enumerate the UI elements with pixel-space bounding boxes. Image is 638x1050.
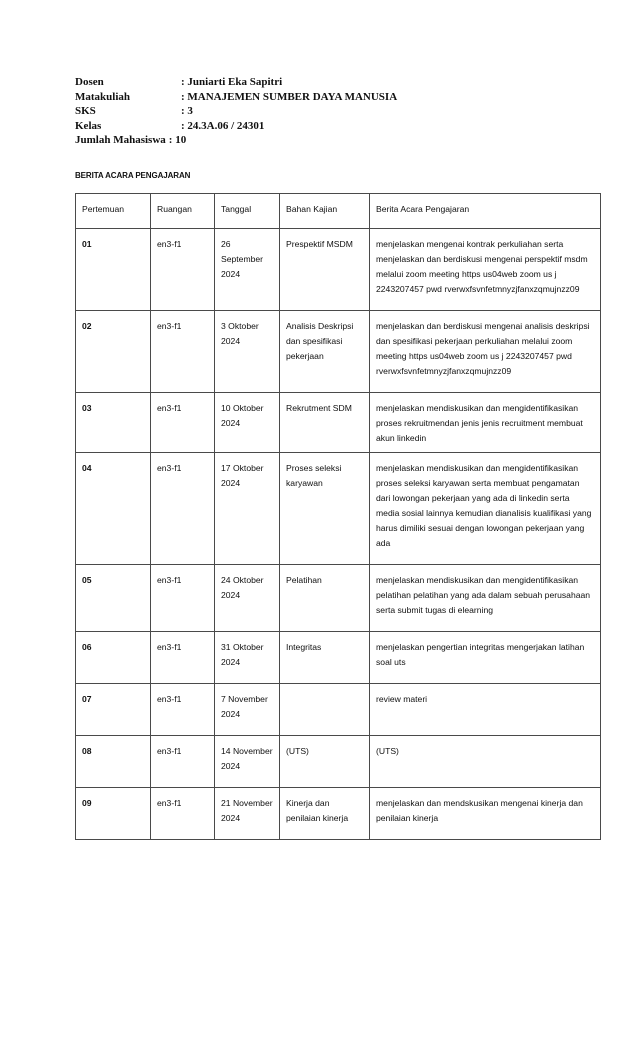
cell-ruangan: en3-f1 <box>151 229 215 311</box>
cell-ruangan: en3-f1 <box>151 393 215 453</box>
cell-tanggal: 14 November 2024 <box>215 736 280 788</box>
cell-bahan-kajian <box>280 684 370 736</box>
cell-berita-acara: review materi <box>370 684 601 736</box>
cell-tanggal: 3 Oktober 2024 <box>215 311 280 393</box>
cell-ruangan: en3-f1 <box>151 632 215 684</box>
teaching-report-table <box>75 193 601 840</box>
cell-pertemuan: 09 <box>76 788 151 840</box>
cell-tanggal: 24 Oktober 2024 <box>215 565 280 632</box>
kelas-row <box>75 119 397 134</box>
table-header-row <box>76 194 601 229</box>
cell-ruangan: en3-f1 <box>151 311 215 393</box>
cell-bahan-kajian: Prespektif MSDM <box>280 229 370 311</box>
table-row <box>76 393 601 453</box>
cell-berita-acara: menjelaskan dan mendskusikan mengenai kinerja dan penilaian kinerja <box>370 788 601 840</box>
column-header-tanggal: Tanggal <box>215 194 280 229</box>
cell-ruangan: en3-f1 <box>151 736 215 788</box>
cell-berita-acara: (UTS) <box>370 736 601 788</box>
table-row <box>76 736 601 788</box>
dosen-row <box>75 75 397 90</box>
cell-bahan-kajian: Proses seleksi karyawan <box>280 453 370 565</box>
cell-pertemuan: 02 <box>76 311 151 393</box>
cell-ruangan: en3-f1 <box>151 788 215 840</box>
cell-pertemuan: 03 <box>76 393 151 453</box>
cell-berita-acara: menjelaskan mendiskusikan dan mengidentifikasikan pelatihan pelatihan yang ada dalam sebuah perusahaan serta submit tugas di elearning <box>370 565 601 632</box>
dosen-value: : Juniarti Eka Sapitri <box>181 76 283 88</box>
cell-bahan-kajian: Kinerja dan penilaian kinerja <box>280 788 370 840</box>
cell-pertemuan: 01 <box>76 229 151 311</box>
cell-bahan-kajian: Analisis Deskripsi dan spesifikasi pekerjaan <box>280 311 370 393</box>
cell-pertemuan: 04 <box>76 453 151 565</box>
column-header-berita-acara: Berita Acara Pengajaran <box>370 194 601 229</box>
cell-pertemuan: 05 <box>76 565 151 632</box>
cell-ruangan: en3-f1 <box>151 565 215 632</box>
jumlah-label: Jumlah Mahasiswa <box>75 134 166 147</box>
cell-pertemuan: 06 <box>76 632 151 684</box>
jumlah-row <box>75 133 397 148</box>
cell-berita-acara: menjelaskan pengertian integritas mengerjakan latihan soal uts <box>370 632 601 684</box>
table-row <box>76 311 601 393</box>
matakuliah-label: Matakuliah <box>75 90 131 103</box>
table-row <box>76 565 601 632</box>
dosen-label: Dosen <box>75 76 104 88</box>
cell-pertemuan: 07 <box>76 684 151 736</box>
cell-bahan-kajian: Rekrutment SDM <box>280 393 370 453</box>
sks-label: SKS <box>75 105 96 118</box>
kelas-label: Kelas <box>75 119 102 132</box>
column-header-pertemuan: Pertemuan <box>76 194 151 229</box>
cell-bahan-kajian: (UTS) <box>280 736 370 788</box>
cell-tanggal: 31 Oktober 2024 <box>215 632 280 684</box>
cell-berita-acara: menjelaskan mendiskusikan dan mengidentifikasikan proses seleksi karyawan serta membuat pengamatan dari lowongan pekerjaan yang ada di linkedin serta media sosial lainnya kemudian dianalisis kualifikasi yang harus dimiliki sesuai dengan lowongan pekerjaan yang ada <box>370 453 601 565</box>
table-row <box>76 684 601 736</box>
column-header-bahan-kajian: Bahan Kajian <box>280 194 370 229</box>
cell-tanggal: 7 November 2024 <box>215 684 280 736</box>
course-info <box>75 75 397 148</box>
table-row <box>76 453 601 565</box>
sks-row <box>75 104 397 119</box>
matakuliah-value: : MANAJEMEN SUMBER DAYA MANUSIA <box>181 90 398 103</box>
jumlah-value: : 10 <box>168 134 187 147</box>
cell-tanggal: 17 Oktober 2024 <box>215 453 280 565</box>
kelas-value: : 24.3A.06 / 24301 <box>181 119 265 132</box>
column-header-ruangan: Ruangan <box>151 194 215 229</box>
cell-tanggal: 10 Oktober 2024 <box>215 393 280 453</box>
matakuliah-row <box>75 90 397 105</box>
cell-ruangan: en3-f1 <box>151 453 215 565</box>
cell-tanggal: 26 September 2024 <box>215 229 280 311</box>
cell-berita-acara: menjelaskan mengenai kontrak perkuliahan serta menjelaskan dan berdiskusi mengenai perspektif msdm melalui zoom meeting https us04web zoom us j 2243207457 pwd rverwxfsvnfetmnyzjfanxzqmujnzz09 <box>370 229 601 311</box>
section-title: BERITA ACARA PENGAJARAN <box>75 171 191 180</box>
cell-tanggal: 21 November 2024 <box>215 788 280 840</box>
cell-bahan-kajian: Integritas <box>280 632 370 684</box>
table-row <box>76 632 601 684</box>
table-row <box>76 788 601 840</box>
cell-pertemuan: 08 <box>76 736 151 788</box>
table-row <box>76 229 601 311</box>
cell-bahan-kajian: Pelatihan <box>280 565 370 632</box>
sks-value: : 3 <box>181 105 193 118</box>
cell-ruangan: en3-f1 <box>151 684 215 736</box>
cell-berita-acara: menjelaskan dan berdiskusi mengenai analisis deskripsi dan spesifikasi pekerjaan perkuliahan melalui zoom meeting https us04web zoom us j 2243207457 pwd rverwxfsvnfetmnyzjfanxzqmujnzz09 <box>370 311 601 393</box>
cell-berita-acara: menjelaskan mendiskusikan dan mengidentifikasikan proses rekruitmendan jenis jenis recruitment membuat akun linkedin <box>370 393 601 453</box>
